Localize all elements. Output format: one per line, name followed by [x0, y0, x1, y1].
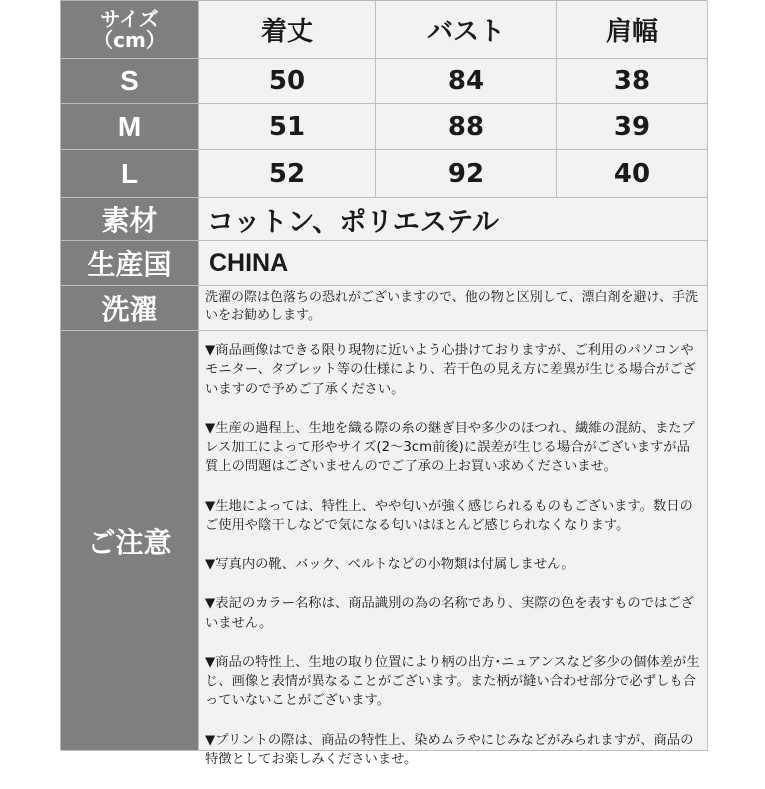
note-item: ▼商品画像はできる限り現物に近いよう心掛けておりますが、ご利用のパソコンやモニター、タブレット等の仕様により、若干色の見え方に差異が生じる場合がございますので予めご了承ください。 — [205, 343, 696, 397]
size-l-length: 52 — [199, 150, 376, 198]
notes-label: ご注意 — [61, 331, 199, 751]
material-label: 素材 — [61, 198, 199, 241]
product-info-sheet — [60, 0, 707, 765]
size-s-shoulder: 38 — [557, 59, 708, 104]
note-item: ▼写真内の靴、バック、ベルトなどの小物類は付属しません。 — [205, 557, 575, 573]
note-item: ▼プリントの際は、商品の特性上、染めムラやにじみなどがみられますが、商品の特徴としてお楽しみくださいませ。 — [205, 732, 694, 767]
column-header-shoulder: 肩幅 — [557, 1, 708, 59]
size-s-length: 50 — [199, 59, 376, 104]
size-header-unit: （cm） — [93, 27, 166, 52]
column-header-bust: バスト — [376, 1, 557, 59]
note-item: ▼表記のカラー名称は、商品識別の為の名称であり、実際の色を表すものではございません。 — [205, 596, 694, 631]
washing-label: 洗濯 — [61, 286, 199, 331]
note-item: ▼商品の特性上、生地の取り位置により柄の出方･ニュアンスなど多少の個体差が生じ、画像と表情が異なることがございます。また柄が縫い合わせ部分で必ずしも合っていないことがございます。 — [205, 654, 700, 709]
size-s-bust: 84 — [376, 59, 557, 104]
column-header-length: 着丈 — [199, 1, 376, 59]
size-info-table — [60, 0, 707, 767]
origin-value: CHINA — [199, 241, 708, 286]
size-m-bust: 88 — [376, 104, 557, 150]
washing-text: 洗濯の際は色落ちの恐れがございますので、他の物と区別して、漂白剤を避け、手洗いをお勧めします。 — [199, 286, 708, 331]
size-header-cell — [61, 1, 199, 59]
note-item: ▼生地によっては、特性上、やや匂いが強く感じられるものもございます。数日のご使用や陰干しなどで気になる匂いはほとんど感じられなくなります。 — [205, 498, 693, 533]
notes-body — [199, 331, 708, 767]
size-m-shoulder: 39 — [557, 104, 708, 150]
size-l-shoulder: 40 — [557, 150, 708, 198]
size-l-bust: 92 — [376, 150, 557, 198]
size-m-length: 51 — [199, 104, 376, 150]
size-header-label: サイズ — [100, 6, 159, 31]
material-value: コットン、ポリエステル — [199, 198, 708, 241]
size-label-s: S — [61, 59, 199, 104]
origin-label: 生産国 — [61, 241, 199, 286]
size-label-m: M — [61, 104, 199, 150]
size-label-l: L — [61, 150, 199, 198]
note-item: ▼生産の過程上、生地を織る際の糸の継ぎ目や多少のほつれ、繊維の混紡、またプレス加工によって形やサイズ(2〜3cm前後)に誤差が生じる場合がございますが品質上の問題はございませんのでご了承の上お買い求めくださいませ。 — [205, 420, 695, 475]
